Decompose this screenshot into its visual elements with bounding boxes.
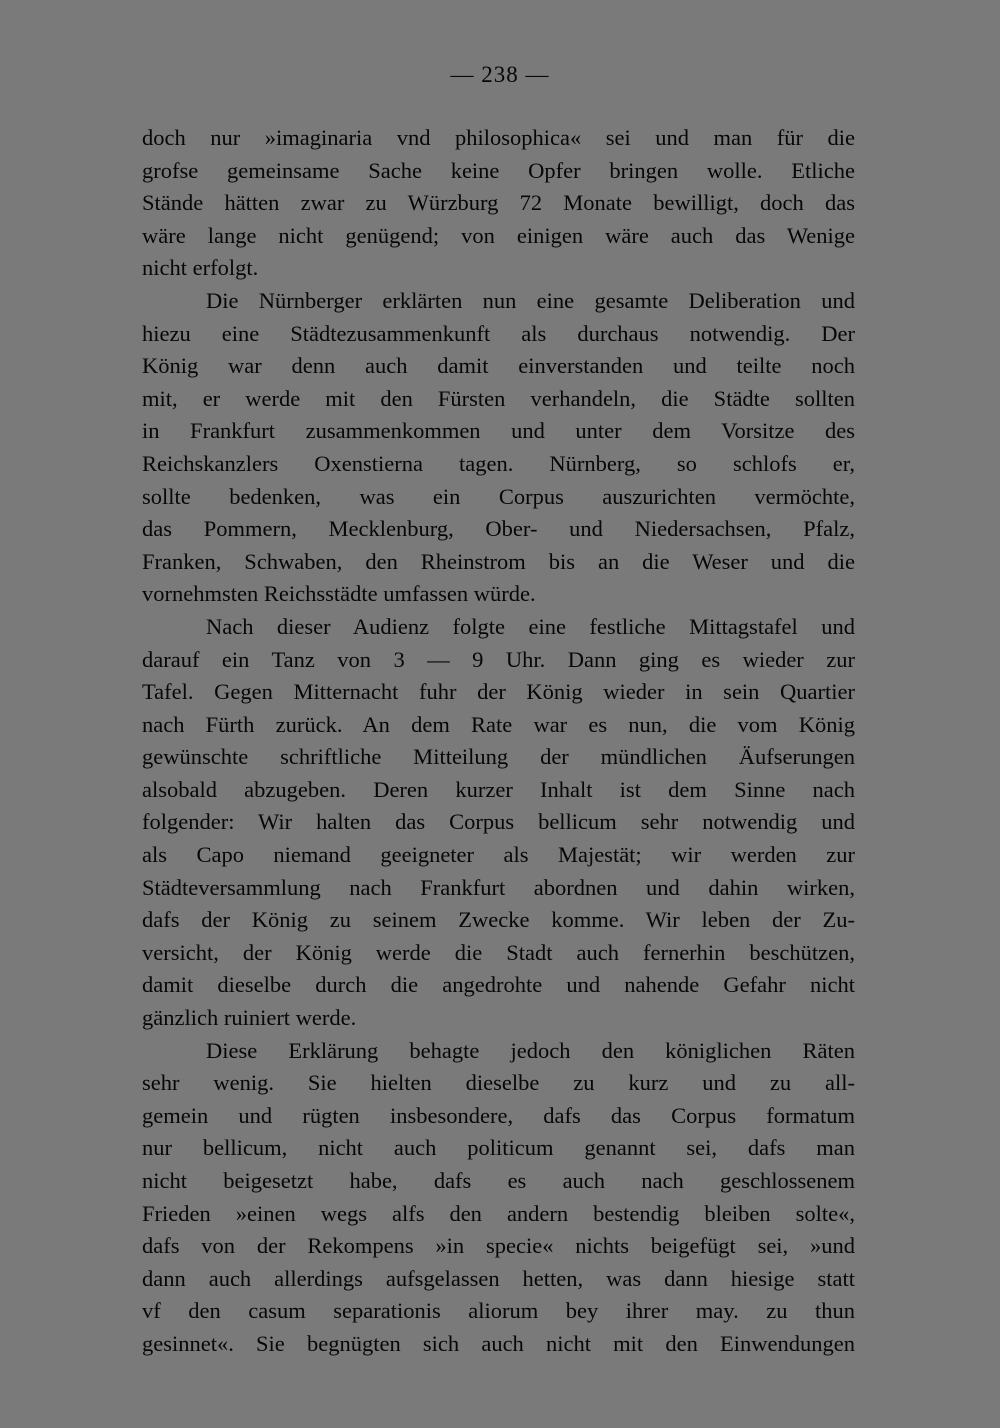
text-line: nur bellicum, nicht auch politicum genannt sei, dafs man	[142, 1135, 855, 1161]
text-line: dafs von der Rekompens »in specie« nichts beigefügt sei, »und	[142, 1233, 855, 1259]
text-line: versicht, der König werde die Stadt auch fernerhin beschützen,	[142, 939, 855, 965]
text-line: Franken, Schwaben, den Rheinstrom bis an die Weser und die	[142, 548, 855, 574]
text-line: in Frankfurt zusammenkommen und unter dem Vorsitze des	[142, 418, 855, 444]
text-line: nicht beigesetzt habe, dafs es auch nach geschlossenem	[142, 1168, 855, 1193]
text-line: dann auch allerdings aufsgelassen hetten, was dann hiesige statt	[142, 1265, 855, 1291]
text-line: Nach dieser Audienz folgte eine festliche Mittagstafel und	[206, 613, 855, 639]
text-line: Reichskanzlers Oxenstierna tagen. Nürnberg, so schlofs er,	[142, 450, 855, 476]
text-line: als Capo niemand geeigneter als Majestät; wir werden zur	[142, 842, 855, 868]
text-line: Frieden »einen wegs alfs den andern bestendig bleiben solte«,	[142, 1200, 855, 1226]
text-line: sehr wenig. Sie hielten dieselbe zu kurz und zu all-	[142, 1070, 855, 1096]
text-line: grofse gemeinsame Sache keine Opfer bringen wolle. Etliche	[142, 157, 855, 183]
text-line: vf den casum separationis aliorum bey ihrer may. zu thun	[142, 1298, 855, 1324]
text-line: Tafel. Gegen Mitternacht fuhr der König wieder in sein Quartier	[142, 679, 855, 705]
text-line: Diese Erklärung behagte jedoch den königlichen Räten	[206, 1037, 855, 1063]
text-line: Stände hätten zwar zu Würzburg 72 Monate bewilligt, doch das	[142, 190, 855, 216]
text-line: doch nur »imaginaria vnd philosophica« sei und man für die	[142, 125, 855, 150]
text-line: gänzlich ruiniert werde.	[142, 1005, 357, 1031]
text-line: das Pommern, Mecklenburg, Ober- und Niedersachsen, Pfalz,	[142, 516, 855, 542]
text-line: nach Fürth zurück. An dem Rate war es nun, die vom König	[142, 711, 855, 737]
text-line: Städteversammlung nach Frankfurt abordnen und dahin wirken,	[142, 874, 855, 900]
text-line: wäre lange nicht genügend; von einigen wäre auch das Wenige	[142, 222, 855, 248]
text-line: dafs der König zu seinem Zwecke komme. Wir leben der Zu-	[142, 907, 855, 933]
text-line: Die Nürnberger erklärten nun eine gesamte Deliberation und	[206, 287, 855, 313]
text-line: König war denn auch damit einverstanden und teilte noch	[142, 353, 855, 379]
page-number: — 238 —	[450, 62, 550, 87]
text-line: hiezu eine Städtezusammenkunft als durchaus notwendig. Der	[142, 320, 855, 346]
text-line: gewünschte schriftliche Mitteilung der mündlichen Äufserungen	[142, 744, 855, 770]
text-line: mit, er werde mit den Fürsten verhandeln, die Städte sollten	[142, 385, 855, 411]
text-line: gesinnet«. Sie begnügten sich auch nicht mit den Einwendungen	[142, 1330, 855, 1356]
text-line: damit dieselbe durch die angedrohte und nahende Gefahr nicht	[142, 972, 855, 998]
text-line: alsobald abzugeben. Deren kurzer Inhalt ist dem Sinne nach	[142, 776, 855, 802]
body-text	[142, 122, 855, 1361]
text-line: darauf ein Tanz von 3 — 9 Uhr. Dann ging es wieder zur	[142, 646, 855, 672]
text-line: vornehmsten Reichsstädte umfassen würde.	[142, 581, 536, 607]
text-line: sollte bedenken, was ein Corpus auszurichten vermöchte,	[142, 483, 855, 509]
text-line: gemein und rügten insbesondere, dafs das Corpus formatum	[142, 1102, 855, 1128]
text-line: folgender: Wir halten das Corpus bellicum sehr notwendig und	[142, 809, 855, 835]
text-line: nicht erfolgt.	[142, 255, 259, 281]
